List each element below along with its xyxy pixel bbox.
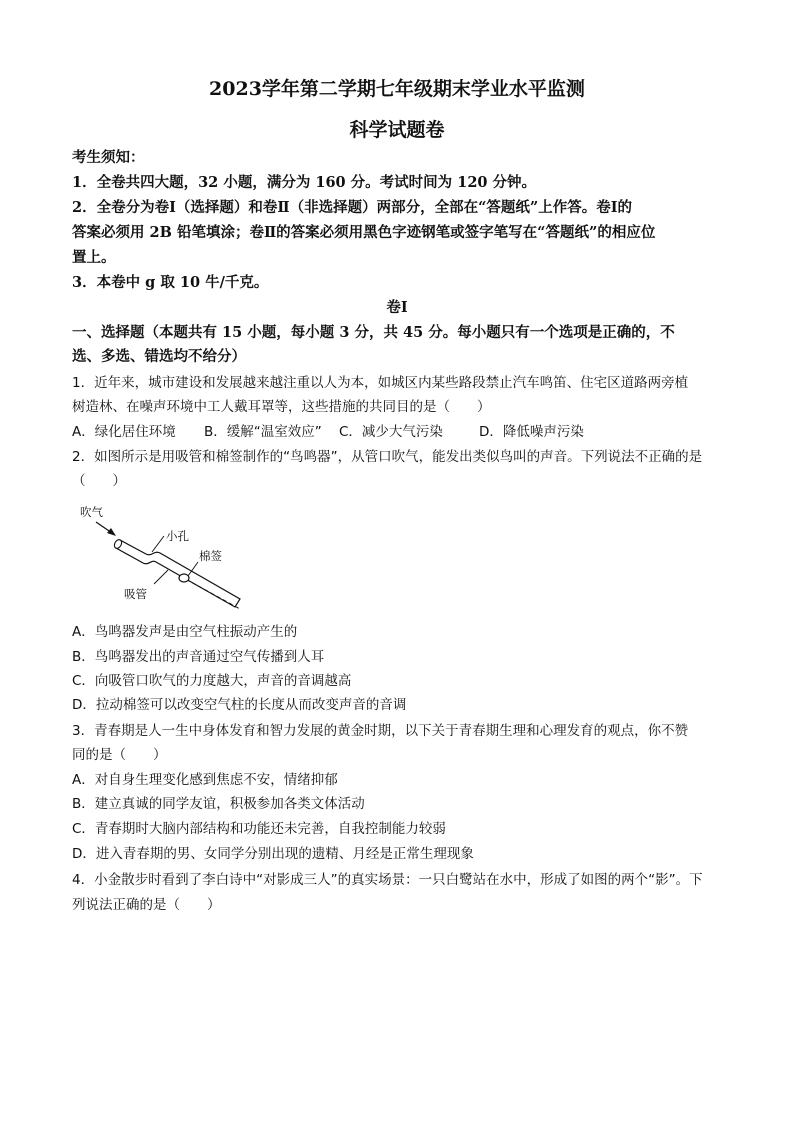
- straw-pointer: [154, 570, 168, 584]
- question-1-option-b: B．缓解“温室效应”: [204, 424, 322, 440]
- question-2-option-c: C．向吸管口吹气的力度越大，声音的音调越高: [72, 673, 352, 689]
- figure-label-swab: 棉签: [199, 549, 222, 563]
- notice-item-3: 3．本卷中 g 取 10 牛/千克。: [72, 274, 269, 291]
- notice-heading: 考生须知：: [72, 149, 145, 166]
- question-2-option-d: D．拉动棉签可以改变空气柱的长度从而改变声音的音调: [72, 697, 407, 713]
- arrow-head-icon: [107, 528, 116, 536]
- question-2-line-2: （ ）: [72, 473, 126, 489]
- question-1-line-2: 树造林、在噪声环境中工人戴耳罩等，这些措施的共同目的是（ ）: [72, 399, 491, 415]
- notice-item-1: 1．全卷共四大题，32 小题，满分为 160 分。考试时间为 120 分钟。: [72, 174, 537, 191]
- exam-subtitle: 科学试题卷: [349, 119, 445, 141]
- question-2-line-1: 2．如图所示是用吸管和棉签制作的“鸟鸣器”，从管口吹气，能发出类似鸟叫的声音。下列说法不正确的是: [72, 449, 703, 465]
- question-4-line-2: 列说法正确的是（ ）: [72, 897, 221, 913]
- question-3-line-2: 同的是（ ）: [72, 747, 167, 763]
- notice-item-2-line-1: 2．全卷分为卷Ⅰ（选择题）和卷Ⅱ（非选择题）两部分，全部在“答题纸”上作答。卷Ⅰ的: [72, 199, 633, 216]
- question-3-line-1: 3．青春期是人一生中身体发育和智力发展的黄金时期，以下关于青春期生理和心理发育的观点，你不赞: [72, 723, 689, 739]
- section-heading-line-2: 选、多选、错选均不给分）: [72, 348, 246, 365]
- question-3-option-c: C．青春期时大脑内部结构和功能还未完善，自我控制能力较弱: [72, 821, 446, 837]
- question-1-option-d: D．降低噪声污染: [479, 424, 584, 440]
- notice-item-2-line-2: 答案必须用 2B 铅笔填涂；卷Ⅱ的答案必须用黑色字迹钢笔或签字笔写在“答题纸”的相应位: [72, 224, 656, 241]
- question-3-option-b: B．建立真诚的同学友谊，积极参加各类文体活动: [72, 796, 365, 812]
- question-2-option-b: B．鸟鸣器发出的声音通过空气传播到人耳: [72, 649, 325, 665]
- question-2-option-a: A．鸟鸣器发声是由空气柱振动产生的: [72, 624, 298, 640]
- swab-head: [179, 574, 189, 582]
- section-heading-line-1: 一、选择题（本题共有 15 小题，每小题 3 分，共 45 分。每小题只有一个选项是正确的，不: [72, 324, 675, 341]
- question-1-line-1: 1．近年来，城市建设和发展越来越注重以人为本，如城区内某些路段禁止汽车鸣笛、住宅区道路两旁植: [72, 375, 689, 391]
- figure-label-hole: 小孔: [166, 529, 189, 543]
- question-4-line-1: 4．小金散步时看到了李白诗中“对影成三人”的真实场景：一只白鹭站在水中，形成了如图的两个“影”。下: [72, 872, 703, 888]
- question-1-options: [72, 422, 722, 442]
- notice-item-2-line-3: 置上。: [72, 249, 116, 266]
- figure-label-blow: 吹气: [80, 505, 103, 519]
- volume-heading: 卷Ⅰ: [386, 299, 408, 316]
- bird-whistle-figure: [72, 500, 262, 618]
- question-1-option-c: C．减少大气污染: [339, 424, 443, 440]
- hole-pointer: [152, 536, 164, 552]
- exam-title: 2023学年第二学期七年级期末学业水平监测: [209, 78, 585, 100]
- question-3-option-d: D．进入青春期的男、女同学分别出现的遗精、月经是正常生理现象: [72, 846, 474, 862]
- figure-label-straw: 吸管: [124, 587, 147, 601]
- question-3-option-a: A．对自身生理变化感到焦虑不安，情绪抑郁: [72, 772, 338, 788]
- question-1-option-a: A．绿化居住环境: [72, 424, 176, 440]
